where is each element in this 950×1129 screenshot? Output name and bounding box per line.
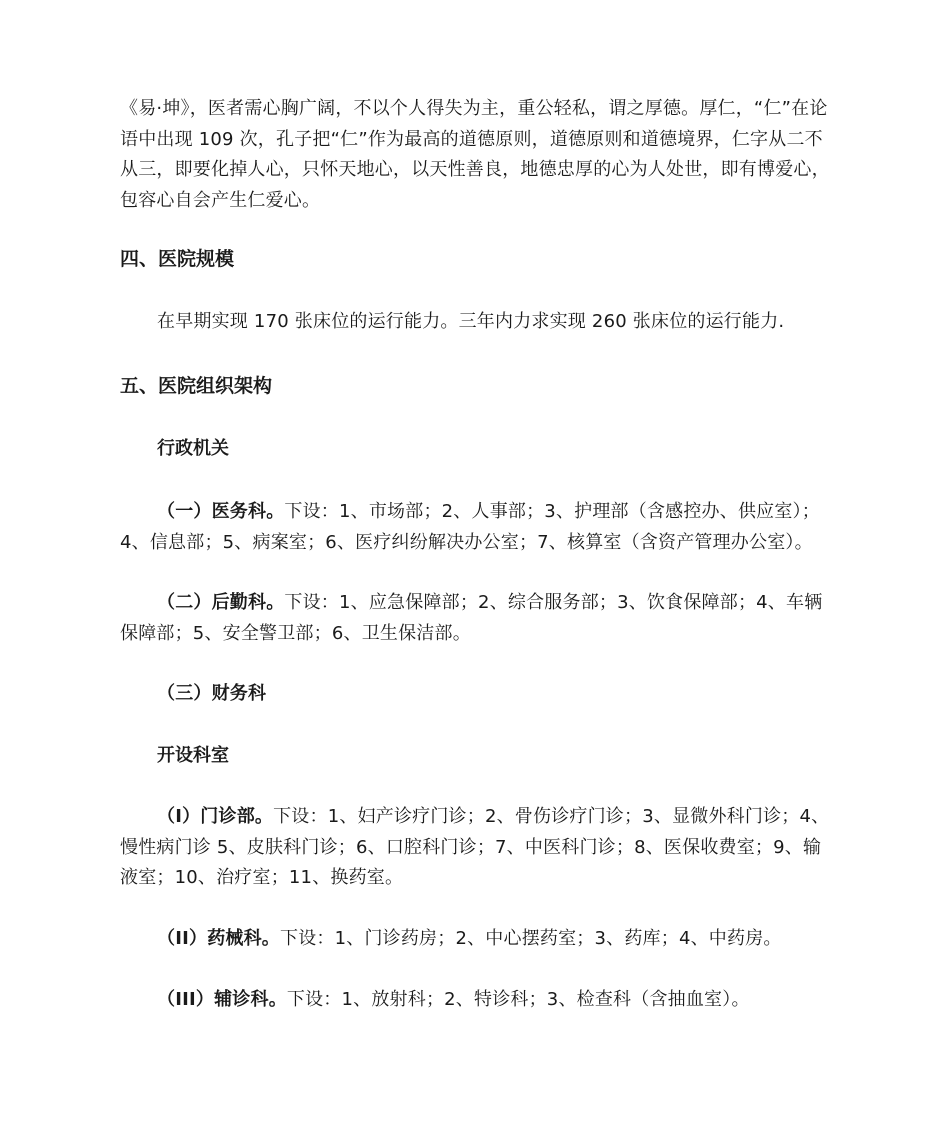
section-4-heading: 四、医院规模 [120, 248, 235, 270]
admin-item-medical-text: 下设：1、市场部；2、人事部；3、护理部（含感控办、供应室）；4、信息部；5、病案室；6、医疗纠纷解决办公室；7、核算室（含资产管理办公室）。 [120, 501, 820, 553]
admin-heading: 行政机关 [157, 438, 229, 459]
clinical-item-pharmacy-label: （II）药械科。 [157, 928, 280, 949]
clinical-item-pharmacy-text: 下设：1、门诊药房；2、中心摆药室；3、药库；4、中药房。 [280, 928, 782, 949]
clinical-item-diagnostics-text: 下设：1、放射科；2、特诊科；3、检查科（含抽血室）。 [286, 989, 750, 1010]
admin-item-finance-label: （三）财务科 [157, 683, 267, 704]
clinical-heading: 开设科室 [157, 745, 229, 766]
admin-item-medical [120, 497, 832, 558]
admin-item-logistics [120, 588, 832, 649]
clinical-item-outpatient-label: （I）门诊部。 [157, 806, 274, 827]
admin-item-finance [120, 679, 832, 710]
intro-paragraph: 《易·坤》，医者需心胸广阔，不以个人得失为主，重公轻私，谓之厚德。厚仁，“仁”在论语中出现 109 次，孔子把“仁”作为最高的道德原则，道德原则和道德境界，仁字从二不从三，即要化掉人心，只怀天地心，以天性善良，地德忠厚的心为人处世，即有博爱心，包容心自会产生仁爱心。 [120, 98, 830, 211]
section-5-heading: 五、医院组织架构 [120, 375, 273, 397]
clinical-item-outpatient-text: 下设：1、妇产诊疗门诊；2、骨伤诊疗门诊；3、显微外科门诊；4、慢性病门诊 5、皮肤科门诊；6、口腔科门诊；7、中医科门诊；8、医保收费室；9、输液室；10、治疗室；11、换药室。 [120, 806, 830, 888]
clinical-item-outpatient [120, 802, 832, 894]
section-4-body: 在早期实现 170 张床位的运行能力。三年内力求实现 260 张床位的运行能力. [157, 311, 785, 332]
clinical-item-diagnostics-label: （III）辅诊科。 [157, 989, 287, 1010]
admin-item-medical-label: （一）医务科。 [157, 501, 285, 522]
clinical-item-pharmacy [120, 924, 832, 955]
admin-item-logistics-text: 下设：1、应急保障部；2、综合服务部；3、饮食保障部；4、车辆保障部；5、安全警卫部；6、卫生保洁部。 [120, 592, 823, 644]
clinical-item-diagnostics [120, 985, 832, 1016]
admin-item-logistics-label: （二）后勤科。 [157, 592, 285, 613]
